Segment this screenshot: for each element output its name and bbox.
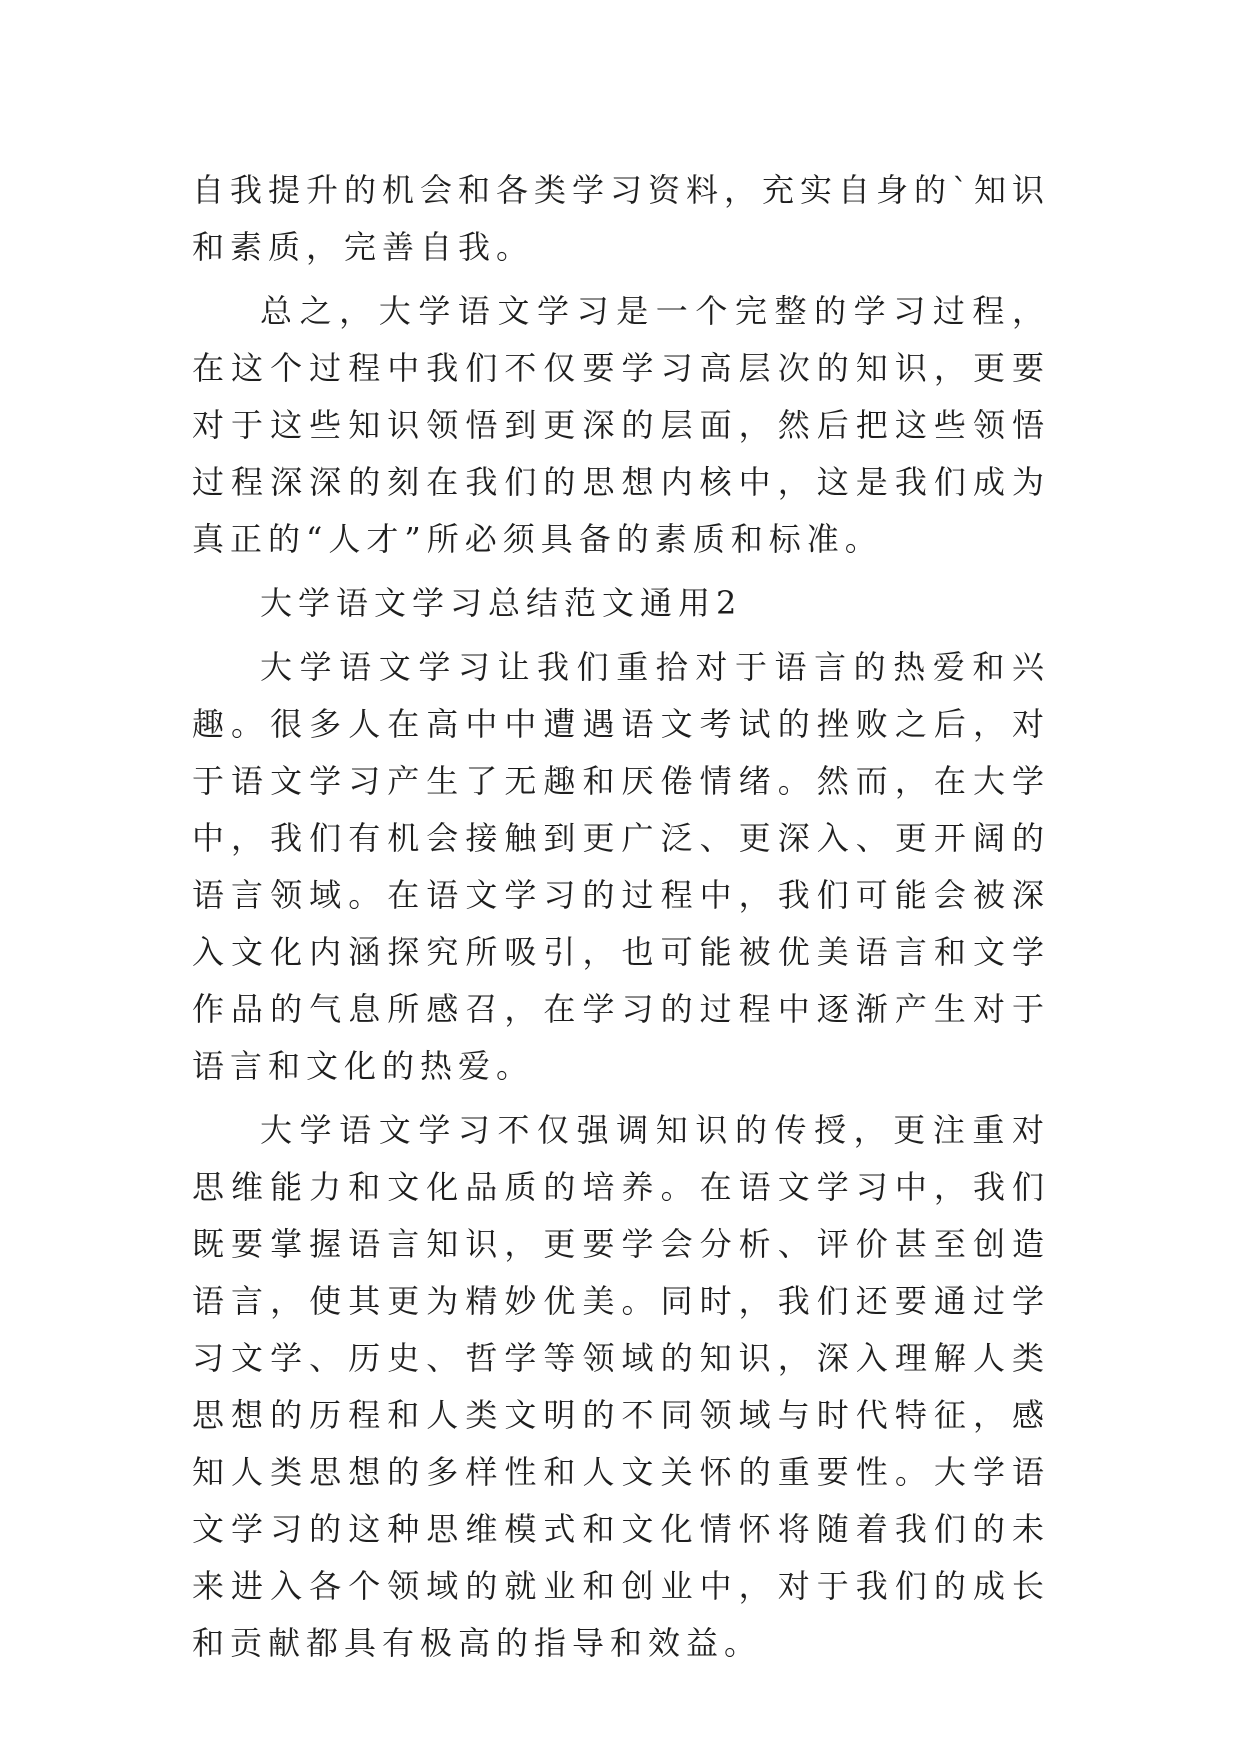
paragraph-interest: 大学语文学习让我们重拾对于语言的热爱和兴趣。很多人在高中中遭遇语文考试的挫败之后，对于语文学习产生了无趣和厌倦情绪。然而，在大学中，我们有机会接触到更广泛、更深入、更开阔的语言领域。在语文学习的过程中，我们可能会被深入文化内涵探究所吸引，也可能被优美语言和文学作品的气息所感召，在学习的过程中逐渐产生对于语言和文化的热爱。 (192, 648, 1050, 1085)
paragraph-conclusion: 总之，大学语文学习是一个完整的学习过程，在这个过程中我们不仅要学习高层次的知识，更要对于这些知识领悟到更深的层面，然后把这些领悟过程深深的刻在我们的思想内核中，这是我们成为真正的“人才”所必须具备的素质和标准。 (192, 292, 1050, 558)
paragraph-thinking: 大学语文学习不仅强调知识的传授，更注重对思维能力和文化品质的培养。在语文学习中，我们既要掌握语言知识，更要学会分析、评价甚至创造语言，使其更为精妙优美。同时，我们还要通过学习文学、历史、哲学等领域的知识，深入理解人类思想的历程和人类文明的不同领域与时代特征，感知人类思想的多样性和人文关怀的重要性。大学语文学习的这种思维模式和文化情怀将随着我们的未来进入各个领域的就业和创业中，对于我们的成长和贡献都具有极高的指导和效益。 (192, 1111, 1050, 1662)
document-page (192, 162, 1050, 1672)
section-heading: 大学语文学习总结范文通用2 (260, 584, 743, 622)
paragraph-continuation: 自我提升的机会和各类学习资料，充实自身的`知识和素质，完善自我。 (192, 171, 1051, 266)
